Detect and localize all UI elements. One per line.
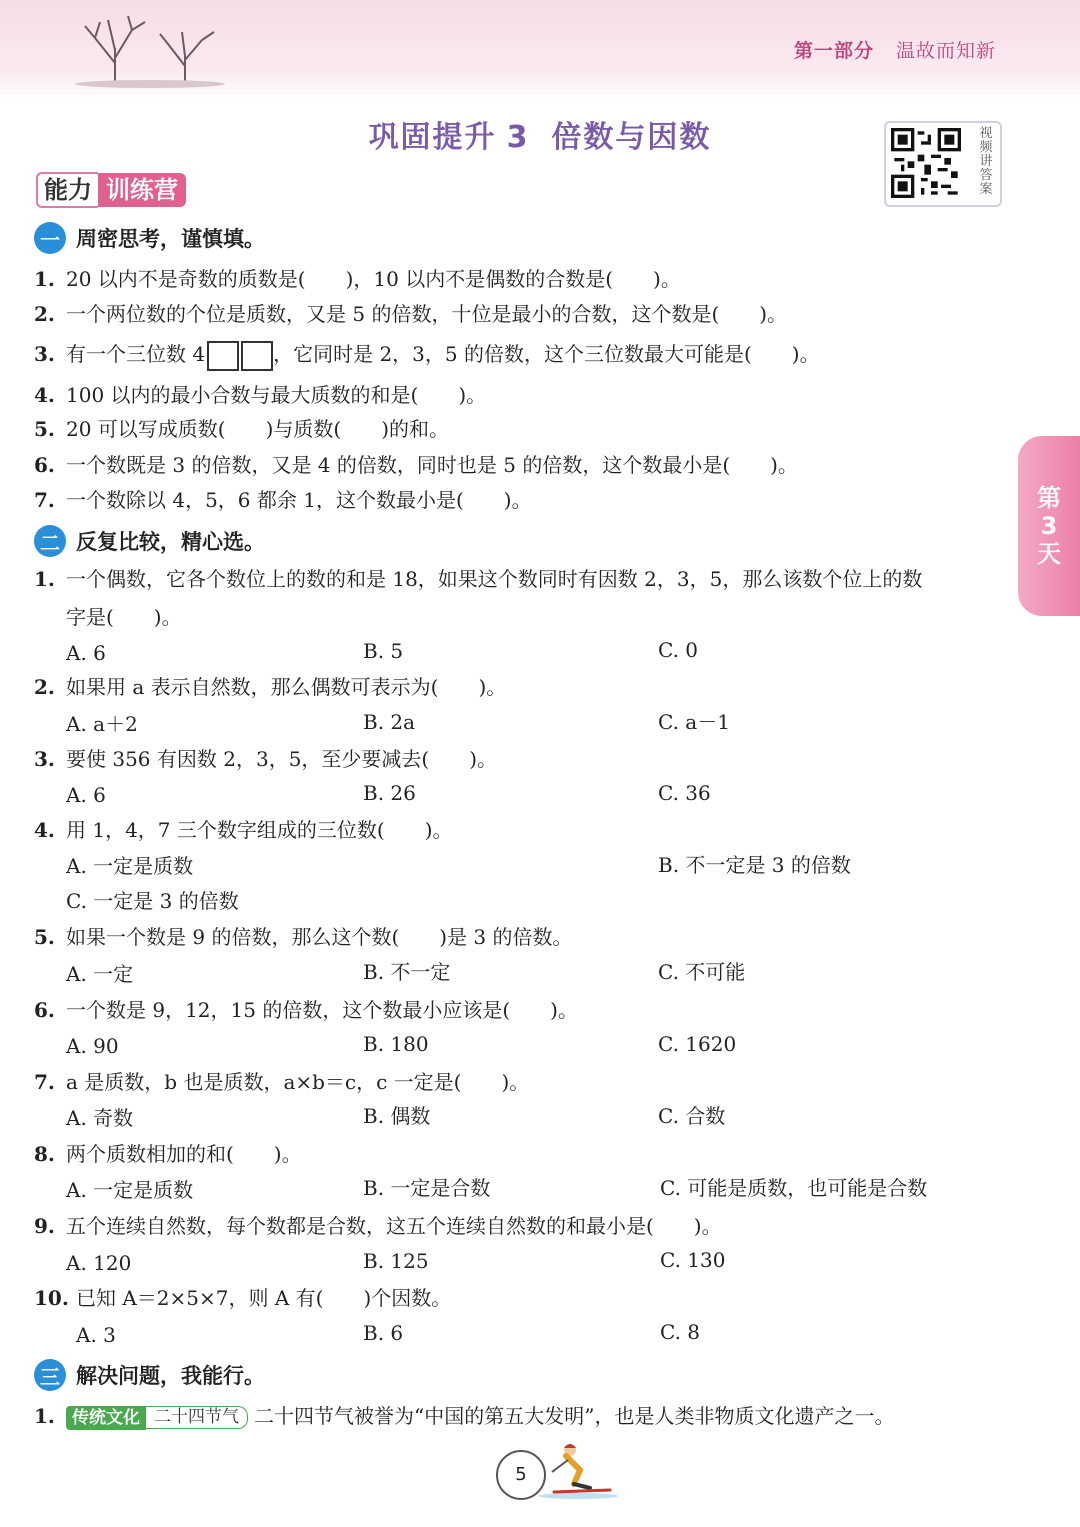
fill-question bbox=[34, 451, 798, 479]
question-number: 1. bbox=[34, 1404, 55, 1428]
question-text-continued: 字是( )。 bbox=[66, 605, 182, 629]
question-number: 10. bbox=[34, 1286, 69, 1310]
choice-question bbox=[34, 923, 572, 951]
part-label bbox=[794, 36, 996, 63]
question-number: 4. bbox=[34, 383, 55, 407]
option-a[interactable]: A. 6 bbox=[66, 641, 106, 665]
option-c[interactable]: C. 一定是 3 的倍数 bbox=[66, 889, 239, 913]
question-text: 已知 A＝2×5×7，则 A 有( )个因数。 bbox=[76, 1286, 452, 1310]
title-lead: 巩固提升 bbox=[368, 120, 497, 155]
day-side-tab bbox=[1018, 436, 1080, 616]
option-c[interactable]: C. 0 bbox=[658, 638, 699, 662]
option-b[interactable]: B. 不一定是 3 的倍数 bbox=[658, 853, 851, 877]
option-c[interactable]: C. 8 bbox=[660, 1320, 701, 1344]
title-number: 3 bbox=[506, 120, 530, 155]
question-text: 如果一个数是 9 的倍数，那么这个数( )是 3 的倍数。 bbox=[66, 925, 573, 949]
winter-trees-illustration bbox=[70, 8, 230, 88]
question-text-part1: 有一个三位数 4 bbox=[66, 342, 206, 366]
option-a[interactable]: A. 奇数 bbox=[66, 1106, 134, 1130]
question-text: 20 以内不是奇数的质数是( )，10 以内不是偶数的合数是( )。 bbox=[66, 267, 681, 291]
section-title: 解决问题，我能行。 bbox=[76, 1364, 265, 1388]
option-c[interactable]: C. 130 bbox=[660, 1248, 726, 1272]
question-number: 3. bbox=[34, 747, 55, 771]
question-number: 9. bbox=[34, 1214, 55, 1238]
option-c[interactable]: C. 36 bbox=[658, 781, 711, 805]
choice-question bbox=[34, 1212, 722, 1240]
culture-tag bbox=[66, 1406, 248, 1430]
option-b[interactable]: B. 5 bbox=[363, 639, 404, 663]
digit-box[interactable] bbox=[207, 341, 239, 371]
camp-label-b: 训练营 bbox=[98, 173, 186, 207]
option-c[interactable]: C. 不可能 bbox=[658, 960, 746, 984]
question-number: 5. bbox=[34, 417, 55, 441]
question-number: 1. bbox=[34, 267, 55, 291]
section-title: 周密思考，谨慎填。 bbox=[76, 227, 265, 251]
option-a[interactable]: A. 3 bbox=[76, 1323, 116, 1347]
question-text: 两个质数相加的和( )。 bbox=[66, 1142, 302, 1166]
culture-tag-label: 传统文化 bbox=[66, 1406, 146, 1430]
question-text: 一个两位数的个位是质数，又是 5 的倍数，十位是最小的合数，这个数是( )。 bbox=[66, 302, 788, 326]
choice-question bbox=[34, 816, 453, 844]
skier-illustration bbox=[530, 1440, 620, 1500]
side-tab-l3: 天 bbox=[1037, 540, 1061, 568]
option-a[interactable]: A. 90 bbox=[66, 1034, 119, 1058]
option-a[interactable]: A. 一定 bbox=[66, 962, 134, 986]
question-text: 要使 356 有因数 2，3，5，至少要减去( )。 bbox=[66, 747, 498, 771]
fill-question bbox=[34, 340, 820, 371]
option-a[interactable]: A. 6 bbox=[66, 783, 106, 807]
fill-question bbox=[34, 415, 449, 443]
training-camp-label bbox=[36, 172, 186, 208]
option-a[interactable]: A. 120 bbox=[66, 1251, 132, 1275]
qr-code-icon bbox=[891, 128, 961, 198]
option-b[interactable]: B. 125 bbox=[363, 1249, 429, 1273]
question-text: 用 1，4，7 三个数字组成的三位数( )。 bbox=[66, 818, 453, 842]
option-b[interactable]: B. 180 bbox=[363, 1032, 429, 1056]
part-section: 温故而知新 bbox=[895, 40, 996, 62]
question-number: 5. bbox=[34, 925, 55, 949]
choice-question bbox=[34, 673, 506, 701]
fill-question bbox=[34, 300, 787, 328]
fill-question bbox=[34, 486, 532, 514]
option-b[interactable]: B. 6 bbox=[363, 1321, 404, 1345]
question-text: a 是质数，b 也是质数，a×b＝c，c 一定是( )。 bbox=[66, 1070, 530, 1094]
option-c[interactable]: C. 1620 bbox=[658, 1032, 737, 1056]
fill-question bbox=[34, 381, 486, 409]
question-number: 2. bbox=[34, 302, 55, 326]
choice-question bbox=[34, 1140, 302, 1168]
page-number: 5 bbox=[496, 1450, 546, 1500]
option-c[interactable]: C. 可能是质数，也可能是合数 bbox=[660, 1176, 928, 1200]
option-c[interactable]: C. a－1 bbox=[658, 710, 730, 734]
option-b[interactable]: B. 2a bbox=[363, 710, 416, 734]
section-header bbox=[34, 1358, 265, 1392]
question-text: 如果用 a 表示自然数，那么偶数可表示为( )。 bbox=[66, 675, 507, 699]
option-b[interactable]: B. 一定是合数 bbox=[363, 1176, 491, 1200]
qr-caption: 视频讲答案 bbox=[979, 126, 993, 197]
choice-question bbox=[34, 745, 497, 773]
question-text: 一个偶数，它各个数位上的数的和是 18，如果这个数同时有因数 2，3，5，那么该数个位上的数 bbox=[66, 567, 923, 591]
title-topic: 倍数与因数 bbox=[551, 120, 712, 155]
question-text: 二十四节气被誉为“中国的第五大发明”，也是人类非物质文化遗产之一。 bbox=[254, 1404, 895, 1428]
option-b[interactable]: B. 偶数 bbox=[363, 1104, 431, 1128]
question-number: 4. bbox=[34, 818, 55, 842]
option-c[interactable]: C. 合数 bbox=[658, 1104, 726, 1128]
question-text-part2: ，它同时是 2，3，5 的倍数，这个三位数最大可能是( )。 bbox=[273, 342, 820, 366]
question-number: 2. bbox=[34, 675, 55, 699]
question-number: 1. bbox=[34, 567, 55, 591]
section-header bbox=[34, 221, 265, 255]
choice-question bbox=[34, 565, 922, 593]
camp-label-a: 能力 bbox=[36, 172, 98, 208]
question-text: 一个数除以 4，5，6 都余 1，这个数最小是( )。 bbox=[66, 488, 532, 512]
question-text: 一个数既是 3 的倍数，又是 4 的倍数，同时也是 5 的倍数，这个数最小是( )。 bbox=[66, 453, 798, 477]
header-banner bbox=[0, 0, 1080, 100]
section-badge: 二 bbox=[34, 525, 66, 557]
part-name: 第一部分 bbox=[793, 40, 874, 62]
question-number: 7. bbox=[34, 1070, 55, 1094]
side-tab-l1: 第 bbox=[1037, 484, 1061, 512]
side-tab-l2: 3 bbox=[1040, 512, 1058, 540]
option-a[interactable]: A. 一定是质数 bbox=[66, 854, 194, 878]
question-number: 6. bbox=[34, 998, 55, 1022]
question-number: 7. bbox=[34, 488, 55, 512]
culture-tag-topic: 二十四节气 bbox=[146, 1406, 248, 1429]
question-number: 6. bbox=[34, 453, 55, 477]
choice-question bbox=[34, 1068, 529, 1096]
problem-question bbox=[34, 1402, 894, 1430]
option-a[interactable]: A. 一定是质数 bbox=[66, 1178, 194, 1202]
option-b[interactable]: B. 26 bbox=[363, 781, 416, 805]
question-text: 五个连续自然数，每个数都是合数，这五个连续自然数的和最小是( )。 bbox=[66, 1214, 722, 1238]
section-badge: 一 bbox=[34, 222, 66, 254]
section-title: 反复比较，精心选。 bbox=[76, 530, 265, 554]
choice-question bbox=[34, 996, 578, 1024]
choice-question bbox=[34, 1284, 451, 1312]
section-header bbox=[34, 524, 265, 558]
question-text: 一个数是 9，12，15 的倍数，这个数最小应该是( )。 bbox=[66, 998, 578, 1022]
fill-question bbox=[34, 265, 681, 293]
question-text: 100 以内的最小合数与最大质数的和是( )。 bbox=[66, 383, 487, 407]
qr-code-panel[interactable] bbox=[884, 121, 1002, 207]
question-text: 20 可以写成质数( )与质数( )的和。 bbox=[66, 417, 450, 441]
digit-box[interactable] bbox=[241, 341, 273, 371]
option-a[interactable]: A. a＋2 bbox=[66, 712, 138, 736]
question-number: 8. bbox=[34, 1142, 55, 1166]
section-badge: 三 bbox=[34, 1359, 66, 1391]
option-b[interactable]: B. 不一定 bbox=[363, 960, 451, 984]
question-number: 3. bbox=[34, 342, 55, 366]
